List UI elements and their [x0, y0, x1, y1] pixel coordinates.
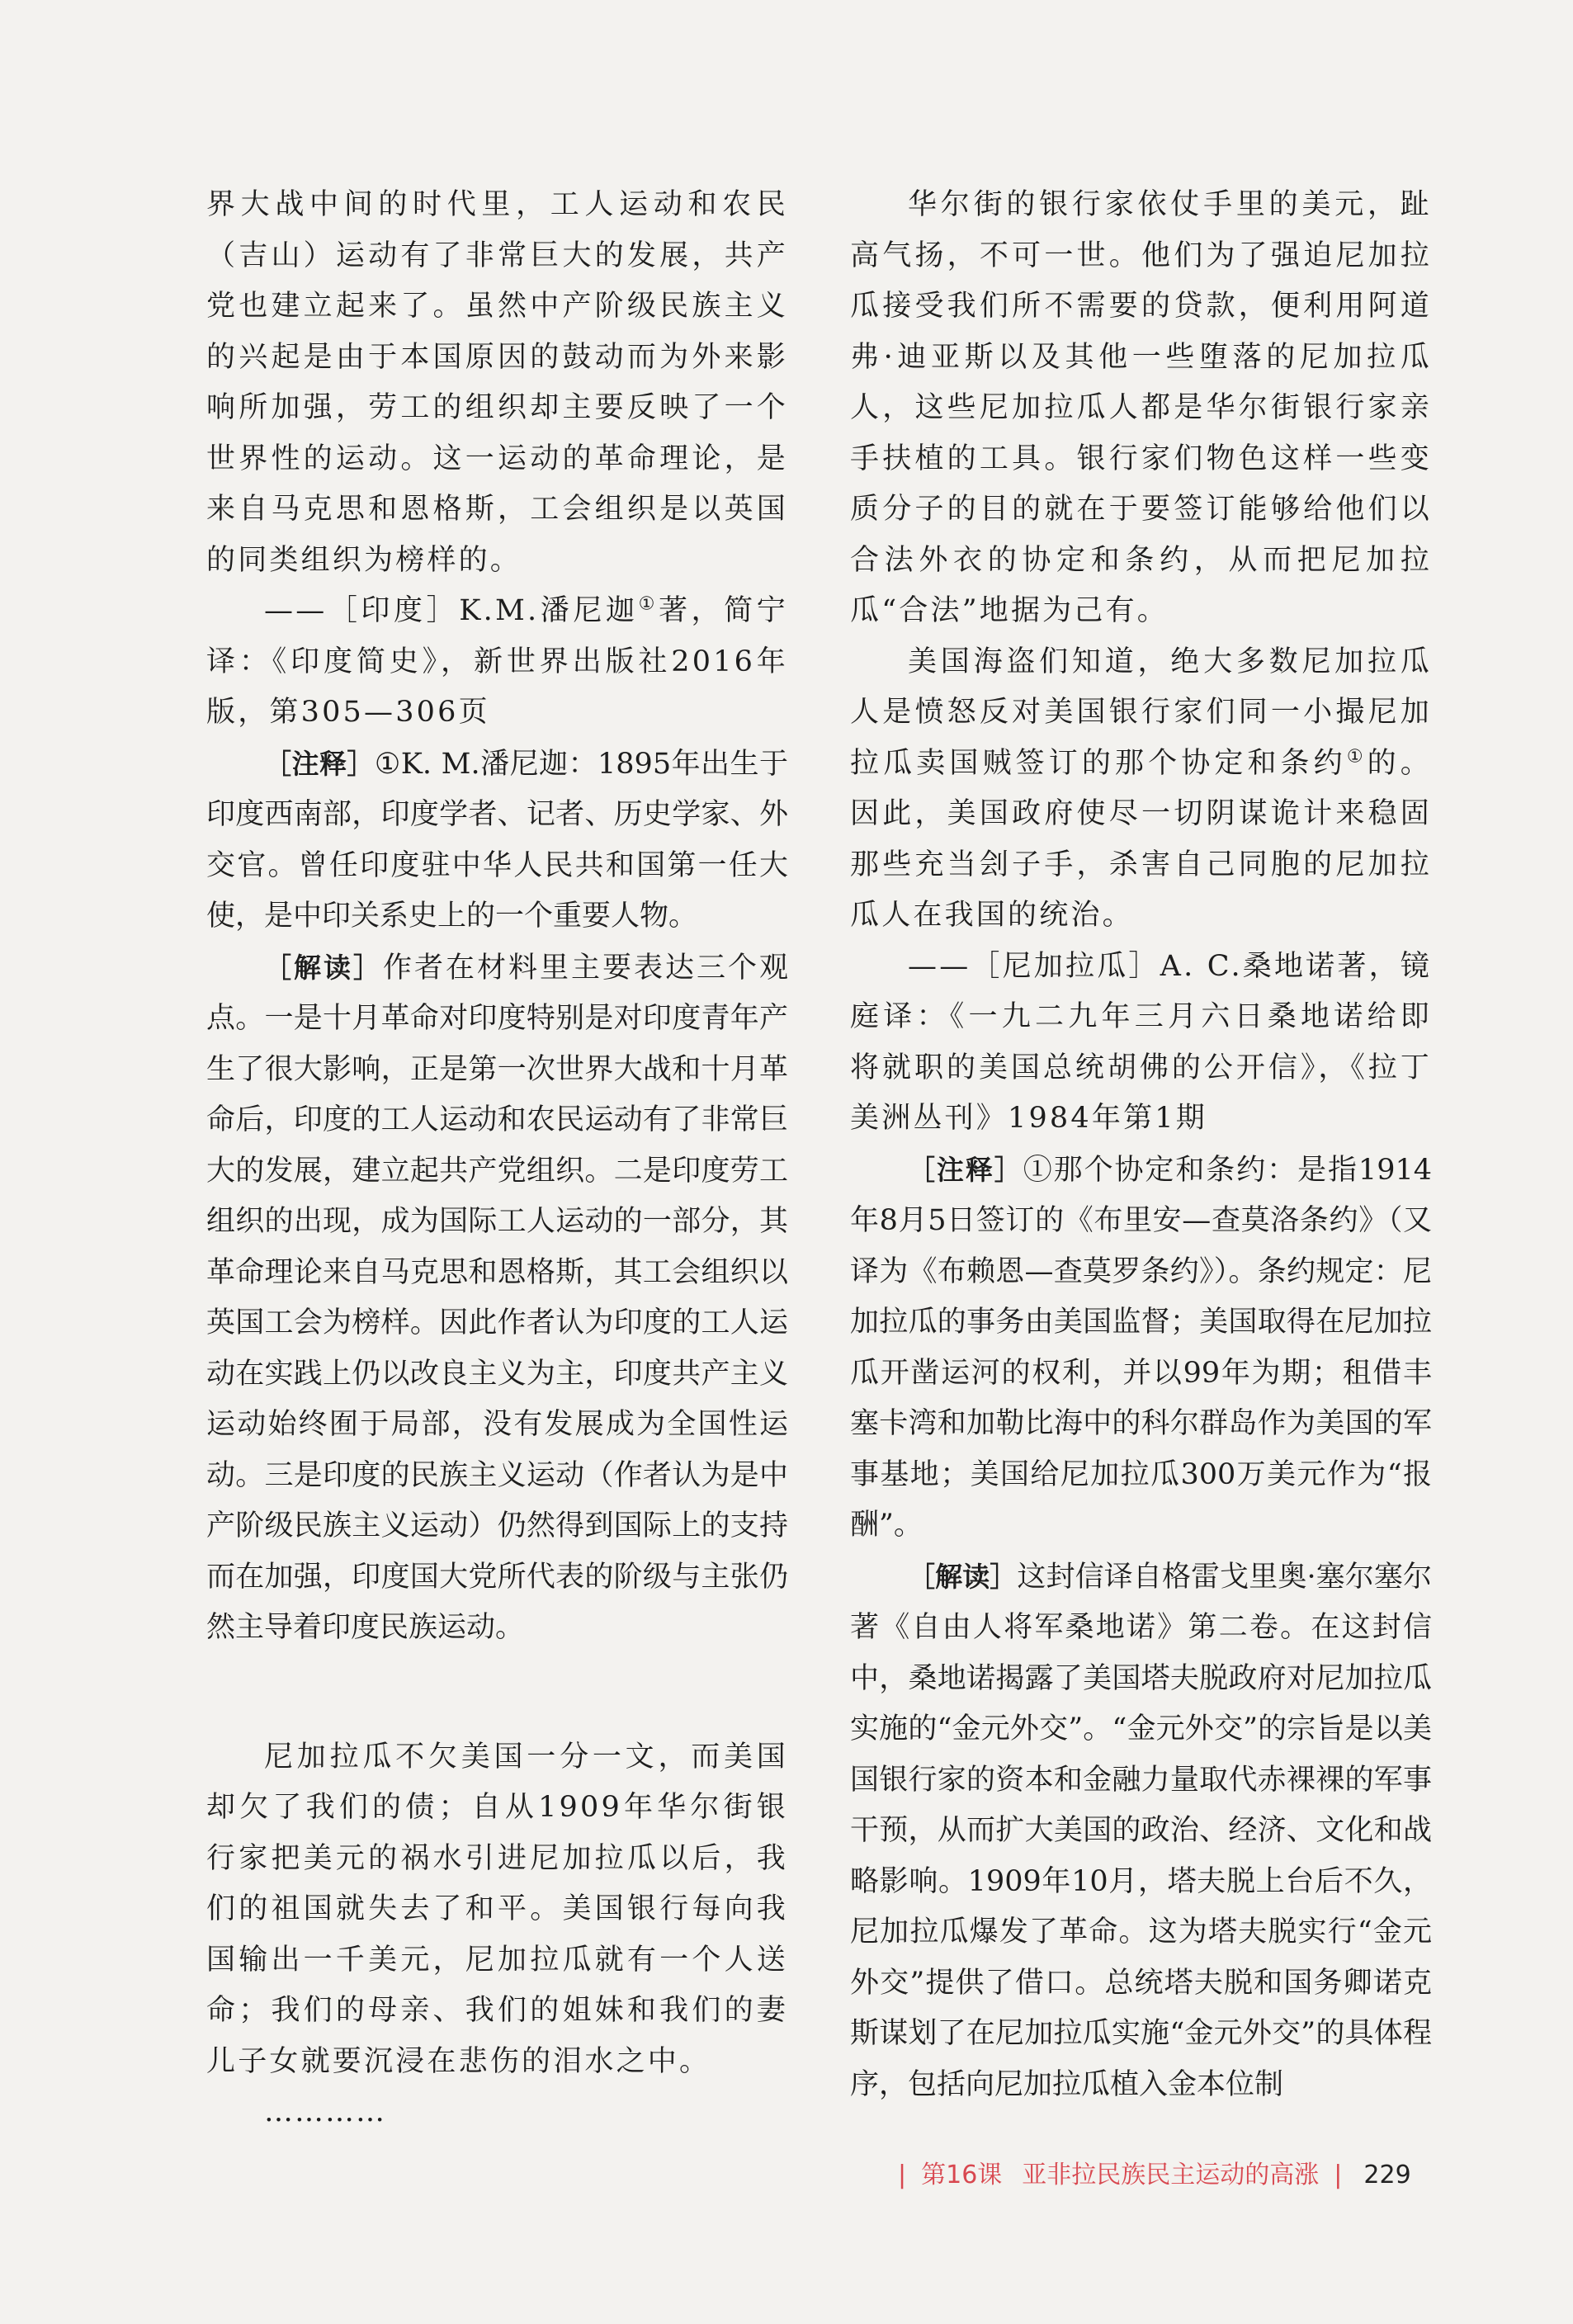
footer-divider: | — [898, 2161, 907, 2189]
note-text: ①那个协定和条约：是指1914年8月5日签订的《布里安—查莫洛条约》（又译为《布赖恩—查莫罗条约》）。条约规定：尼加拉瓜的事务由美国监督；美国取得在尼加拉瓜开凿运河的权利，并以99年为期；租借丰塞卡湾和加勒比海中的科尔群岛作为美国的军事基地；美国给尼加拉瓜300万美元作为“报酬”。 — [850, 1153, 1433, 1542]
reading-text: 作者在材料里主要表达三个观点。一是十月革命对印度特别是对印度青年产生了很大影响，正是第一次世界大战和十月革命后，印度的工人运动和农民运动有了非常巨大的发展，建立起共产党组织。二是印度劳工组织的出现，成为国际工人运动的一部分，其革命理论来自马克思和恩格斯，其工会组织以英国工会为榜样。因此作者认为印度的工人运动在实践上仍以改良主义为主，印度共产主义运动始终囿于局部，没有发展成为全国性运动。三是印度的民族主义运动（作者认为是中产阶级民族主义运动）仍然得到国际上的支持而在加强，印度国大党所代表的阶级与主张仍然主导着印度民族运动。 — [206, 951, 788, 1644]
reading-label: ［解读］ — [908, 1560, 1018, 1593]
reading-text: 这封信译自格雷戈里奥·塞尔塞尔著《自由人将军桑地诺》第二卷。在这封信中，桑地诺揭露了美国塔夫脱政府对尼加拉瓜实施的“金元外交”。“金元外交”的宗旨是以美国银行家的资本和金融力量取代赤裸裸的军事干预，从而扩大美国的政治、经济、文化和战略影响。1909年10月，塔夫脱上台后不久，尼加拉瓜爆发了革命。这为塔夫脱实行“金元外交”提供了借口。总统塔夫脱和国务卿诺克斯谋划了在尼加拉瓜实施“金元外交”的具体程序，包括向尼加拉瓜植入金本位制 — [850, 1560, 1432, 2101]
note-label: ［注释］ — [908, 1153, 1023, 1186]
page-footer — [883, 2154, 1411, 2190]
note-block-nicaragua — [850, 1145, 1432, 1552]
footer-divider: | — [1334, 2161, 1343, 2189]
quote-text-continued: 的。因此，美国政府使尽一切阴谋诡计来稳固那些充当刽子手，杀害自己同胞的尼加拉瓜人在我国的统治。 — [850, 746, 1432, 932]
lesson-title: 亚非拉民族民主运动的高涨 — [1022, 2161, 1320, 2189]
quote-nicaragua-p2 — [850, 637, 1432, 942]
page-number: 229 — [1363, 2161, 1411, 2189]
note-block-india — [206, 739, 788, 942]
quote-ellipsis: ………… — [264, 2095, 386, 2128]
quote-nicaragua: 尼加拉瓜不欠美国一分一文，而美国却欠了我们的债；自从1909年华尔街银行家把美元的祸水引进尼加拉瓜以后，我们的祖国就失去了和平。美国银行每向我国输出一千美元，尼加拉瓜就有一个人送命；我们的母亲、我们的姐妹和我们的妻儿子女就要沉浸在悲伤的泪水之中。 — [206, 1740, 788, 2078]
quote-nicaragua-p1: 华尔街的银行家依仗手里的美元，趾高气扬，不可一世。他们为了强迫尼加拉瓜接受我们所不需要的贷款，便利用阿道弗·迪亚斯以及其他一些堕落的尼加拉瓜人，这些尼加拉瓜人都是华尔街银行家亲手扶植的工具。银行家们物色这样一些变质分子的目的就在于要签订能够给他们以合法外衣的协定和条约，从而把尼加拉瓜“合法”地据为己有。 — [850, 188, 1432, 627]
section-spacer — [206, 1654, 788, 1732]
source-details: 著，简宁译：《印度简史》，新世界出版社2016年版，第305—306页 — [206, 594, 788, 729]
left-column — [206, 180, 788, 2138]
footnote-marker: ① — [638, 593, 659, 615]
source-citation-india — [206, 586, 788, 739]
reading-block-india — [206, 942, 788, 1654]
source-author: ——［印度］K.M.潘尼迦 — [264, 594, 639, 627]
source-citation-nicaragua: ——［尼加拉瓜］A. C.桑地诺著，镜庭译：《一九二九年三月六日桑地诺给即将就职的美国总统胡佛的公开信》，《拉丁美洲丛刊》1984年第1期 — [850, 949, 1432, 1135]
note-text: ①K. M.潘尼迦：1895年出生于印度西南部，印度学者、记者、历史学家、外交官。曾任印度驻中华人民共和国第一任大使，是中印关系史上的一个重要人物。 — [206, 747, 789, 933]
footnote-marker: ① — [1346, 745, 1368, 767]
reading-label: ［解读］ — [264, 951, 383, 984]
lesson-number: 第16课 — [921, 2161, 1003, 2189]
quote-india-continued: 界大战中间的时代里，工人运动和农民（吉山）运动有了非常巨大的发展，共产党也建立起来了。虽然中产阶级民族主义的兴起是由于本国原因的鼓动而为外来影响所加强，劳工的组织却主要反映了一个世界性的运动。这一运动的革命理论，是来自马克思和恩格斯，工会组织是以英国的同类组织为榜样的。 — [206, 188, 788, 577]
note-label: ［注释］ — [264, 747, 375, 780]
quote-text: 美国海盗们知道，绝大多数尼加拉瓜人是愤怒反对美国银行家们同一小撮尼加拉瓜卖国贼签订的那个协定和条约 — [850, 645, 1432, 780]
reading-block-nicaragua — [850, 1552, 1432, 2111]
right-column — [850, 180, 1432, 2110]
